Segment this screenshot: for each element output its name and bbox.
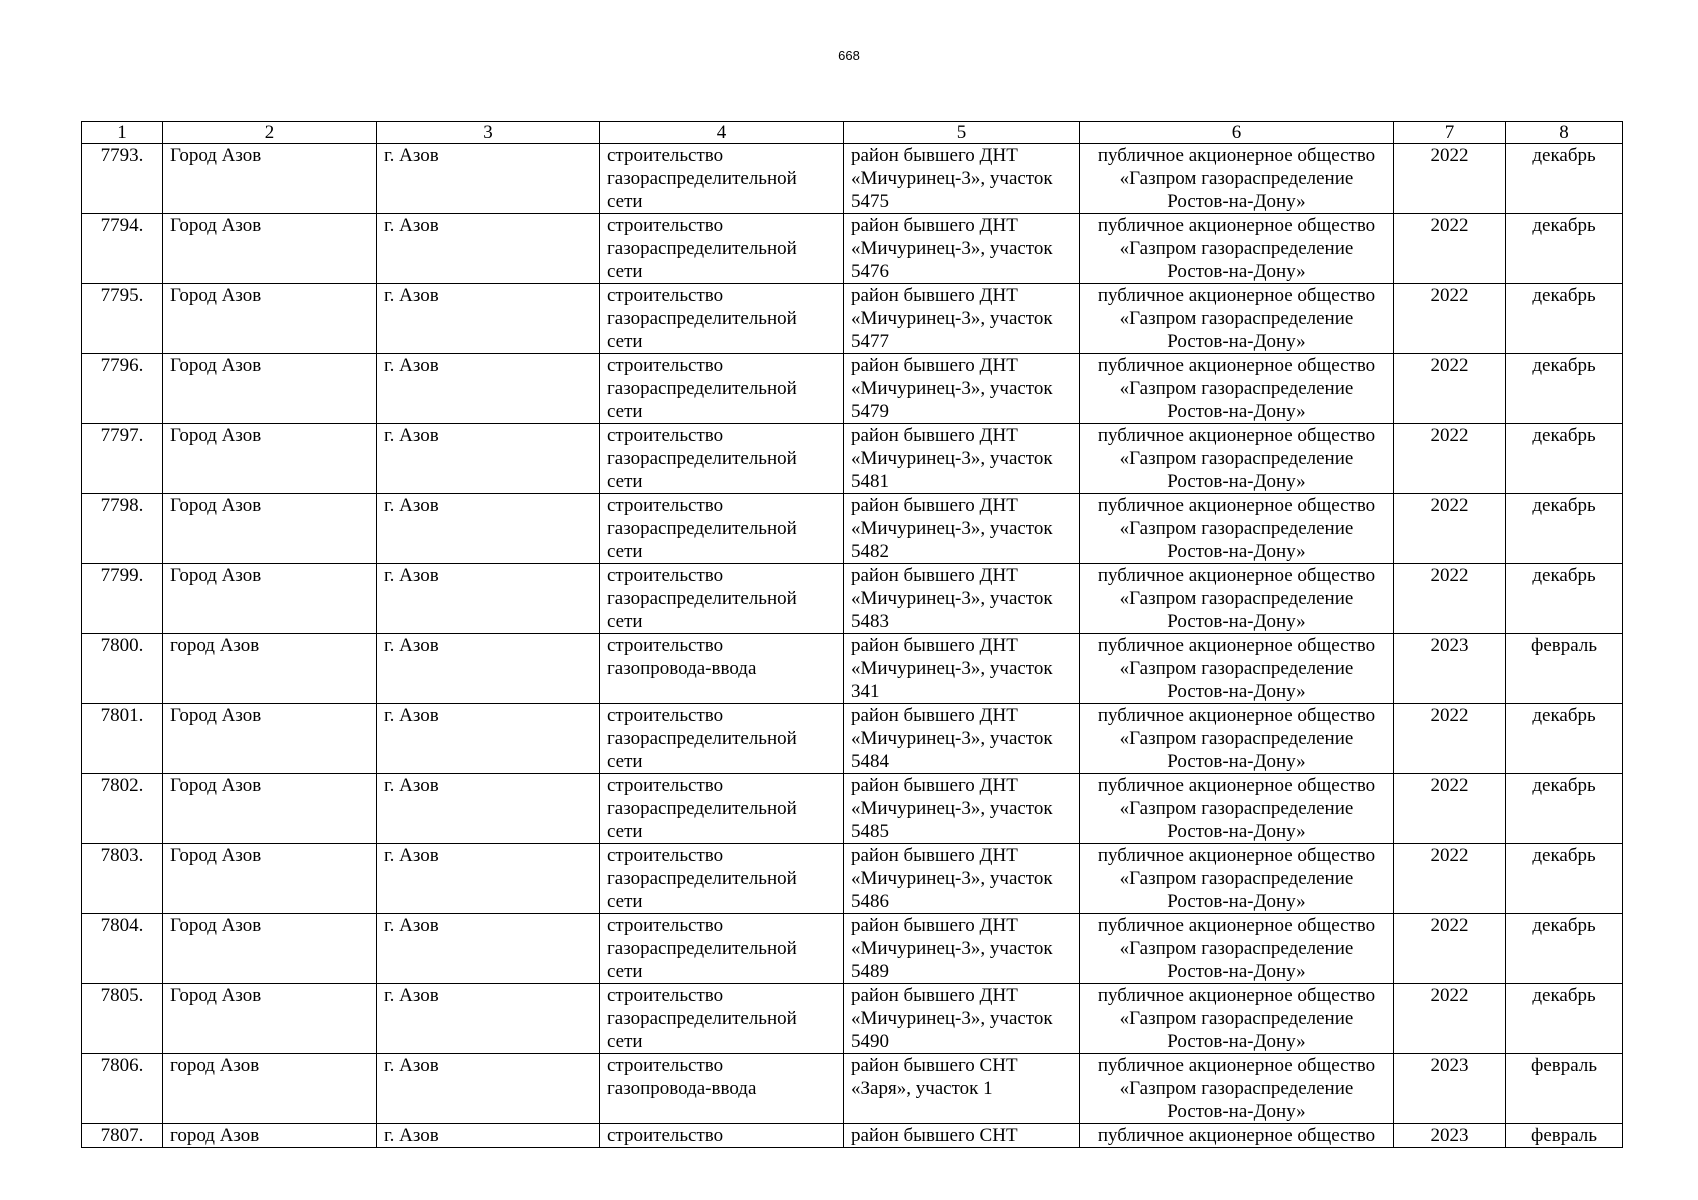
work-type-cell [600, 564, 844, 634]
address-cell [844, 1124, 1080, 1148]
work-type-cell [600, 844, 844, 914]
address-line: 5477 [851, 331, 889, 352]
work-type-line: газопровода-ввода [607, 658, 757, 679]
owner-line: Ростов-на-Дону» [1167, 261, 1306, 282]
year-cell: 2022 [1394, 914, 1506, 984]
year-cell: 2022 [1394, 284, 1506, 354]
address-line: 5486 [851, 891, 889, 912]
owner-line: публичное акционерное общество [1097, 565, 1376, 586]
locality-cell: г. Азов [377, 984, 600, 1054]
table-body [82, 144, 1623, 1148]
work-type-cell [600, 284, 844, 354]
row-number-cell: 7794. [82, 214, 163, 284]
work-type-line: сети [607, 261, 643, 282]
work-type-cell [600, 634, 844, 704]
row-number-cell: 7807. [82, 1124, 163, 1148]
municipality-cell: Город Азов [163, 144, 377, 214]
work-type-line: строительство [607, 1125, 724, 1146]
locality-cell: г. Азов [377, 844, 600, 914]
address-line: 341 [851, 681, 880, 702]
address-line: 5475 [851, 191, 889, 212]
locality-cell: г. Азов [377, 494, 600, 564]
table-row [82, 844, 1623, 914]
work-type-line: сети [607, 821, 643, 842]
year-cell: 2022 [1394, 144, 1506, 214]
address-line: район бывшего ДНТ [851, 145, 1018, 166]
work-type-line: газопровода-ввода [607, 1078, 757, 1099]
work-type-line: сети [607, 471, 643, 492]
year-cell: 2022 [1394, 564, 1506, 634]
locality-cell: г. Азов [377, 1124, 600, 1148]
table-row [82, 704, 1623, 774]
address-cell [844, 564, 1080, 634]
year-cell: 2023 [1394, 1124, 1506, 1148]
address-line: «Мичуринец-3», участок [851, 518, 1053, 539]
address-line: район бывшего ДНТ [851, 915, 1018, 936]
work-type-cell [600, 774, 844, 844]
year-cell: 2022 [1394, 774, 1506, 844]
owner-cell [1080, 1054, 1394, 1124]
work-type-line: газораспределительной [607, 238, 797, 259]
municipality-cell: Город Азов [163, 704, 377, 774]
table-row [82, 1054, 1623, 1124]
locality-cell: г. Азов [377, 424, 600, 494]
table-row [82, 564, 1623, 634]
address-line: «Мичуринец-3», участок [851, 378, 1053, 399]
work-type-line: строительство [607, 845, 724, 866]
work-type-line: газораспределительной [607, 728, 797, 749]
municipality-cell: Город Азов [163, 564, 377, 634]
owner-cell [1080, 1124, 1394, 1148]
owner-cell [1080, 914, 1394, 984]
work-type-line: сети [607, 401, 643, 422]
page-number: 668 [838, 48, 860, 63]
work-type-line: сети [607, 751, 643, 772]
work-type-line: сети [607, 191, 643, 212]
municipality-cell: город Азов [163, 634, 377, 704]
owner-cell [1080, 704, 1394, 774]
locality-cell: г. Азов [377, 284, 600, 354]
work-type-cell [600, 354, 844, 424]
table-row [82, 1124, 1623, 1148]
month-cell: февраль [1506, 1054, 1623, 1124]
column-header-6: 6 [1080, 122, 1394, 144]
owner-line: публичное акционерное общество [1097, 355, 1376, 376]
year-cell: 2022 [1394, 494, 1506, 564]
work-type-line: сети [607, 961, 643, 982]
work-type-line: строительство [607, 985, 724, 1006]
work-type-cell [600, 984, 844, 1054]
row-number-cell: 7797. [82, 424, 163, 494]
year-cell: 2022 [1394, 704, 1506, 774]
table-row [82, 914, 1623, 984]
work-type-line: сети [607, 891, 643, 912]
work-type-line: строительство [607, 285, 724, 306]
work-type-line: газораспределительной [607, 588, 797, 609]
municipality-cell: Город Азов [163, 494, 377, 564]
column-header-3: 3 [377, 122, 600, 144]
work-type-line: строительство [607, 565, 724, 586]
address-line: 5484 [851, 751, 889, 772]
address-line: район бывшего ДНТ [851, 355, 1018, 376]
municipality-cell: Город Азов [163, 424, 377, 494]
row-number-cell: 7804. [82, 914, 163, 984]
owner-line: Ростов-на-Дону» [1167, 541, 1306, 562]
address-line: 5481 [851, 471, 889, 492]
work-type-line: газораспределительной [607, 168, 797, 189]
month-cell: декабрь [1506, 984, 1623, 1054]
locality-cell: г. Азов [377, 774, 600, 844]
owner-line: публичное акционерное общество [1097, 495, 1376, 516]
address-line: район бывшего ДНТ [851, 565, 1018, 586]
work-type-line: сети [607, 611, 643, 632]
year-cell: 2022 [1394, 844, 1506, 914]
owner-line: публичное акционерное общество [1097, 145, 1376, 166]
address-line: район бывшего ДНТ [851, 635, 1018, 656]
address-line: «Мичуринец-3», участок [851, 728, 1053, 749]
register-table [81, 121, 1623, 1148]
owner-line: «Газпром газораспределение [1119, 658, 1354, 679]
table-row [82, 214, 1623, 284]
work-type-cell [600, 424, 844, 494]
address-cell [844, 1054, 1080, 1124]
municipality-cell: город Азов [163, 1124, 377, 1148]
year-cell: 2023 [1394, 1054, 1506, 1124]
address-line: район бывшего ДНТ [851, 775, 1018, 796]
owner-line: Ростов-на-Дону» [1167, 821, 1306, 842]
address-line: район бывшего ДНТ [851, 985, 1018, 1006]
owner-line: Ростов-на-Дону» [1167, 401, 1306, 422]
address-line: 5476 [851, 261, 889, 282]
month-cell: декабрь [1506, 284, 1623, 354]
owner-line: Ростов-на-Дону» [1167, 471, 1306, 492]
owner-line: «Газпром газораспределение [1119, 378, 1354, 399]
row-number-cell: 7798. [82, 494, 163, 564]
owner-line: Ростов-на-Дону» [1167, 331, 1306, 352]
owner-cell [1080, 564, 1394, 634]
year-cell: 2022 [1394, 424, 1506, 494]
owner-line: «Газпром газораспределение [1119, 1078, 1354, 1099]
owner-line: Ростов-на-Дону» [1167, 1101, 1306, 1122]
address-cell [844, 424, 1080, 494]
year-cell: 2022 [1394, 214, 1506, 284]
address-line: «Мичуринец-3», участок [851, 238, 1053, 259]
address-cell [844, 634, 1080, 704]
address-line: район бывшего ДНТ [851, 845, 1018, 866]
work-type-line: строительство [607, 635, 724, 656]
address-line: район бывшего ДНТ [851, 285, 1018, 306]
row-number-cell: 7802. [82, 774, 163, 844]
owner-line: публичное акционерное общество [1097, 915, 1376, 936]
locality-cell: г. Азов [377, 634, 600, 704]
work-type-cell [600, 214, 844, 284]
address-line: 5490 [851, 1031, 889, 1052]
address-cell [844, 494, 1080, 564]
owner-line: Ростов-на-Дону» [1167, 961, 1306, 982]
owner-line: публичное акционерное общество [1097, 845, 1376, 866]
owner-line: Ростов-на-Дону» [1167, 611, 1306, 632]
address-cell [844, 914, 1080, 984]
address-line: «Мичуринец-3», участок [851, 588, 1053, 609]
address-line: район бывшего ДНТ [851, 425, 1018, 446]
year-cell: 2022 [1394, 984, 1506, 1054]
owner-line: публичное акционерное общество [1097, 635, 1376, 656]
work-type-line: сети [607, 331, 643, 352]
table-row [82, 774, 1623, 844]
work-type-cell [600, 704, 844, 774]
owner-line: «Газпром газораспределение [1119, 938, 1354, 959]
month-cell: декабрь [1506, 704, 1623, 774]
address-line: 5479 [851, 401, 889, 422]
work-type-line: строительство [607, 775, 724, 796]
locality-cell: г. Азов [377, 354, 600, 424]
work-type-line: газораспределительной [607, 868, 797, 889]
work-type-cell [600, 1124, 844, 1148]
owner-line: «Газпром газораспределение [1119, 728, 1354, 749]
work-type-line: газораспределительной [607, 308, 797, 329]
address-cell [844, 354, 1080, 424]
owner-cell [1080, 214, 1394, 284]
year-cell: 2023 [1394, 634, 1506, 704]
owner-cell [1080, 354, 1394, 424]
locality-cell: г. Азов [377, 914, 600, 984]
owner-cell [1080, 494, 1394, 564]
address-line: «Заря», участок 1 [851, 1078, 993, 1099]
row-number-cell: 7805. [82, 984, 163, 1054]
column-header-8: 8 [1506, 122, 1623, 144]
municipality-cell: Город Азов [163, 774, 377, 844]
address-line: район бывшего СНТ [851, 1125, 1018, 1146]
owner-line: «Газпром газораспределение [1119, 798, 1354, 819]
address-cell [844, 774, 1080, 844]
column-header-5: 5 [844, 122, 1080, 144]
work-type-line: газораспределительной [607, 938, 797, 959]
address-cell [844, 214, 1080, 284]
owner-cell [1080, 844, 1394, 914]
work-type-cell [600, 914, 844, 984]
owner-line: публичное акционерное общество [1097, 425, 1376, 446]
table-row [82, 494, 1623, 564]
work-type-cell [600, 494, 844, 564]
row-number-cell: 7800. [82, 634, 163, 704]
table-row [82, 144, 1623, 214]
owner-line: публичное акционерное общество [1097, 1055, 1376, 1076]
address-cell [844, 704, 1080, 774]
owner-line: публичное акционерное общество [1097, 985, 1376, 1006]
address-line: 5485 [851, 821, 889, 842]
owner-line: «Газпром газораспределение [1119, 1008, 1354, 1029]
row-number-cell: 7799. [82, 564, 163, 634]
municipality-cell: Город Азов [163, 984, 377, 1054]
month-cell: декабрь [1506, 214, 1623, 284]
municipality-cell: город Азов [163, 1054, 377, 1124]
address-cell [844, 284, 1080, 354]
owner-cell [1080, 774, 1394, 844]
work-type-line: газораспределительной [607, 1008, 797, 1029]
work-type-line: газораспределительной [607, 798, 797, 819]
address-line: район бывшего ДНТ [851, 215, 1018, 236]
table-row [82, 634, 1623, 704]
address-line: район бывшего ДНТ [851, 495, 1018, 516]
locality-cell: г. Азов [377, 704, 600, 774]
address-line: «Мичуринец-3», участок [851, 168, 1053, 189]
work-type-line: газораспределительной [607, 448, 797, 469]
table-header [82, 122, 1623, 144]
work-type-line: строительство [607, 425, 724, 446]
year-cell: 2022 [1394, 354, 1506, 424]
column-header-4: 4 [600, 122, 844, 144]
row-number-cell: 7795. [82, 284, 163, 354]
address-line: район бывшего СНТ [851, 1055, 1018, 1076]
owner-line: публичное акционерное общество [1097, 775, 1376, 796]
owner-line: публичное акционерное общество [1097, 705, 1376, 726]
table-row [82, 354, 1623, 424]
work-type-line: газораспределительной [607, 378, 797, 399]
row-number-cell: 7793. [82, 144, 163, 214]
municipality-cell: Город Азов [163, 844, 377, 914]
month-cell: декабрь [1506, 914, 1623, 984]
owner-line: «Газпром газораспределение [1119, 588, 1354, 609]
owner-line: Ростов-на-Дону» [1167, 681, 1306, 702]
table-row [82, 284, 1623, 354]
owner-line: «Газпром газораспределение [1119, 238, 1354, 259]
address-line: 5483 [851, 611, 889, 632]
address-cell [844, 844, 1080, 914]
work-type-line: газораспределительной [607, 518, 797, 539]
locality-cell: г. Азов [377, 1054, 600, 1124]
month-cell: февраль [1506, 1124, 1623, 1148]
month-cell: декабрь [1506, 844, 1623, 914]
column-header-2: 2 [163, 122, 377, 144]
table-row [82, 424, 1623, 494]
owner-line: Ростов-на-Дону» [1167, 751, 1306, 772]
owner-cell [1080, 284, 1394, 354]
owner-line: публичное акционерное общество [1097, 285, 1376, 306]
month-cell: декабрь [1506, 144, 1623, 214]
owner-line: публичное акционерное общество [1097, 1125, 1376, 1146]
address-line: район бывшего ДНТ [851, 705, 1018, 726]
owner-line: «Газпром газораспределение [1119, 868, 1354, 889]
address-line: 5489 [851, 961, 889, 982]
work-type-line: строительство [607, 145, 724, 166]
table-row [82, 984, 1623, 1054]
work-type-line: строительство [607, 1055, 724, 1076]
owner-line: «Газпром газораспределение [1119, 448, 1354, 469]
owner-cell [1080, 424, 1394, 494]
work-type-line: строительство [607, 355, 724, 376]
owner-line: Ростов-на-Дону» [1167, 191, 1306, 212]
address-cell [844, 984, 1080, 1054]
municipality-cell: Город Азов [163, 214, 377, 284]
owner-line: «Газпром газораспределение [1119, 308, 1354, 329]
month-cell: декабрь [1506, 494, 1623, 564]
row-number-cell: 7801. [82, 704, 163, 774]
owner-cell [1080, 634, 1394, 704]
owner-line: Ростов-на-Дону» [1167, 1031, 1306, 1052]
work-type-line: сети [607, 1031, 643, 1052]
work-type-line: сети [607, 541, 643, 562]
address-line: «Мичуринец-3», участок [851, 448, 1053, 469]
owner-line: публичное акционерное общество [1097, 215, 1376, 236]
owner-cell [1080, 984, 1394, 1054]
header-row [82, 122, 1623, 144]
address-line: «Мичуринец-3», участок [851, 938, 1053, 959]
locality-cell: г. Азов [377, 564, 600, 634]
row-number-cell: 7803. [82, 844, 163, 914]
owner-line: Ростов-на-Дону» [1167, 891, 1306, 912]
work-type-cell [600, 1054, 844, 1124]
address-line: «Мичуринец-3», участок [851, 868, 1053, 889]
work-type-line: строительство [607, 215, 724, 236]
row-number-cell: 7796. [82, 354, 163, 424]
municipality-cell: Город Азов [163, 284, 377, 354]
locality-cell: г. Азов [377, 144, 600, 214]
address-line: «Мичуринец-3», участок [851, 1008, 1053, 1029]
owner-line: «Газпром газораспределение [1119, 518, 1354, 539]
column-header-7: 7 [1394, 122, 1506, 144]
month-cell: декабрь [1506, 564, 1623, 634]
work-type-cell [600, 144, 844, 214]
address-line: «Мичуринец-3», участок [851, 658, 1053, 679]
row-number-cell: 7806. [82, 1054, 163, 1124]
month-cell: декабрь [1506, 774, 1623, 844]
owner-cell [1080, 144, 1394, 214]
address-cell [844, 144, 1080, 214]
month-cell: декабрь [1506, 354, 1623, 424]
work-type-line: строительство [607, 705, 724, 726]
work-type-line: строительство [607, 915, 724, 936]
address-line: 5482 [851, 541, 889, 562]
work-type-line: строительство [607, 495, 724, 516]
address-line: «Мичуринец-3», участок [851, 308, 1053, 329]
locality-cell: г. Азов [377, 214, 600, 284]
column-header-1: 1 [82, 122, 163, 144]
municipality-cell: Город Азов [163, 354, 377, 424]
month-cell: февраль [1506, 634, 1623, 704]
owner-line: «Газпром газораспределение [1119, 168, 1354, 189]
municipality-cell: Город Азов [163, 914, 377, 984]
address-line: «Мичуринец-3», участок [851, 798, 1053, 819]
month-cell: декабрь [1506, 424, 1623, 494]
